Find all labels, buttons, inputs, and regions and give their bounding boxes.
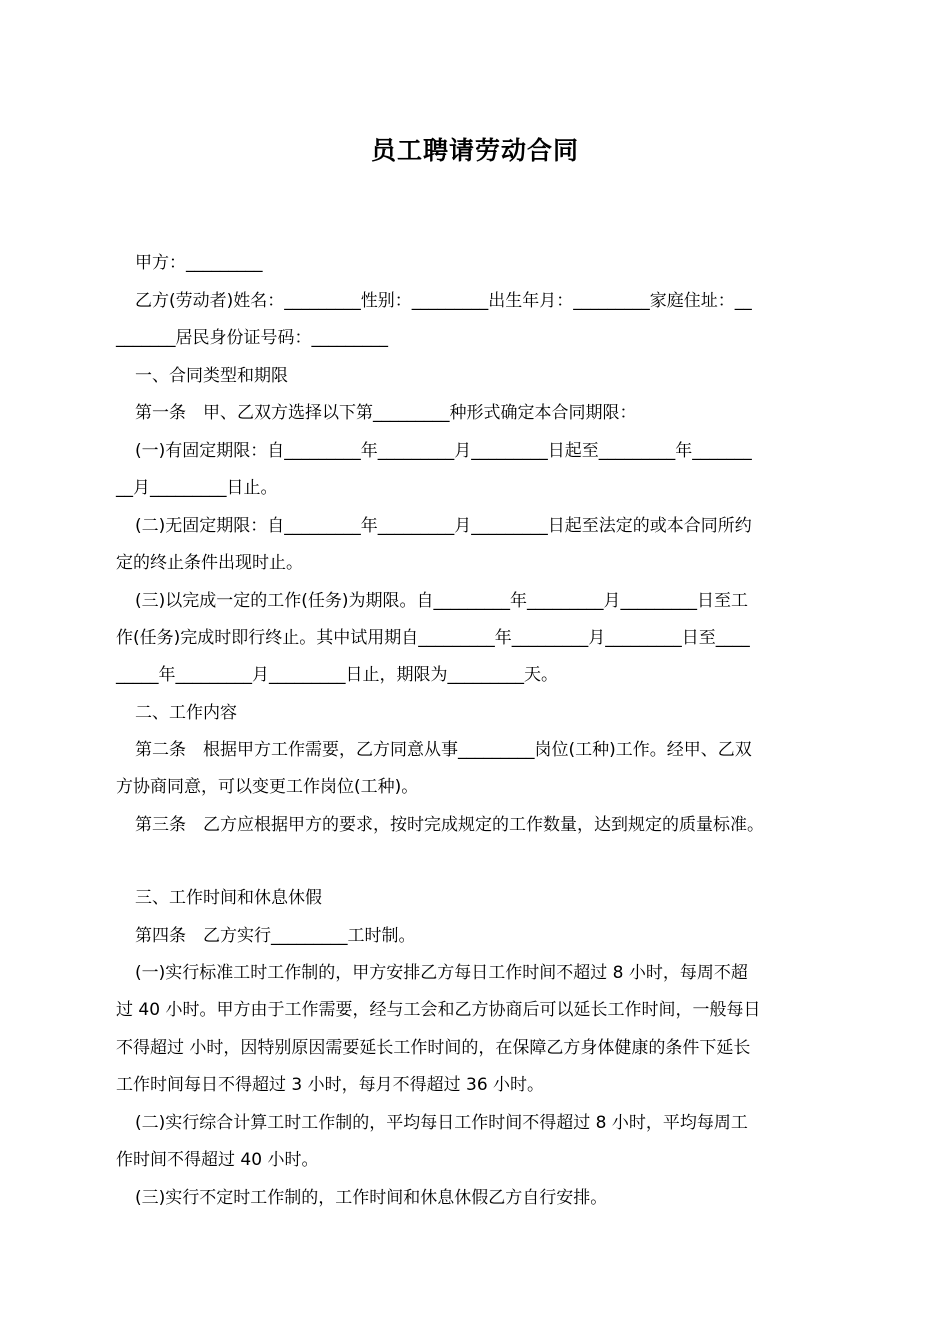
clause-1-1: (一)有固定期限：自_________年_________月_________日起至_________年_______ [135,441,752,461]
clause-4-1-continued: 过 40 小时。甲方由于工作需要，经与工会和乙方协商后可以延长工作时间，一般每日 [116,1000,761,1020]
clause-1-2-continued: 定的终止条件出现时止。 [116,553,303,573]
party-b-line-continued: _______居民身份证号码：_________ [116,328,388,348]
clause-4-1: (一)实行标准工时工作制的，甲方安排乙方每日工作时间不超过 8 小时，每周不超 [135,963,748,983]
article-3: 第三条 乙方应根据甲方的要求，按时完成规定的工作数量，达到规定的质量标准。 [135,815,764,835]
party-b-line: 乙方(劳动者)姓名：_________性别：_________出生年月：_________家庭住址：__ [135,291,752,311]
clause-4-2: (二)实行综合计算工时工作制的，平均每日工作时间不得超过 8 小时，平均每周工 [135,1113,748,1133]
clause-4-1-continued-2: 不得超过 小时，因特别原因需要延长工作时间的，在保障乙方身体健康的条件下延长 [116,1038,751,1058]
clause-1-3-continued-2: _____年_________月_________日止，期限为_________天。 [116,665,558,685]
article-2: 第二条 根据甲方工作需要，乙方同意从事_________岗位(工种)工作。经甲、乙双 [135,740,752,760]
clause-1-1-continued: __月_________日止。 [116,478,278,498]
document-title: 员工聘请劳动合同 [370,136,579,165]
clause-1-2: (二)无固定期限：自_________年_________月_________日起至法定的或本合同所约 [135,516,752,536]
party-a-line: 甲方：_________ [135,253,263,273]
section-heading-2: 二、工作内容 [135,703,237,723]
clause-4-3: (三)实行不定时工作制的，工作时间和休息休假乙方自行安排。 [135,1188,608,1208]
clause-4-2-continued: 作时间不得超过 40 小时。 [116,1150,319,1170]
clause-1-3-continued: 作(任务)完成时即行终止。其中试用期自_________年_________月_________日至____ [116,628,750,648]
article-4: 第四条 乙方实行_________工时制。 [135,926,416,946]
article-1: 第一条 甲、乙双方选择以下第_________种形式确定本合同期限： [135,403,637,423]
section-heading-3: 三、工作时间和休息休假 [135,888,322,908]
clause-1-3: (三)以完成一定的工作(任务)为期限。自_________年_________月_________日至工 [135,591,749,611]
article-2-continued: 方协商同意，可以变更工作岗位(工种)。 [116,777,419,797]
section-heading-1: 一、合同类型和期限 [135,366,288,386]
clause-4-1-continued-3: 工作时间每日不得超过 3 小时，每月不得超过 36 小时。 [116,1075,545,1095]
